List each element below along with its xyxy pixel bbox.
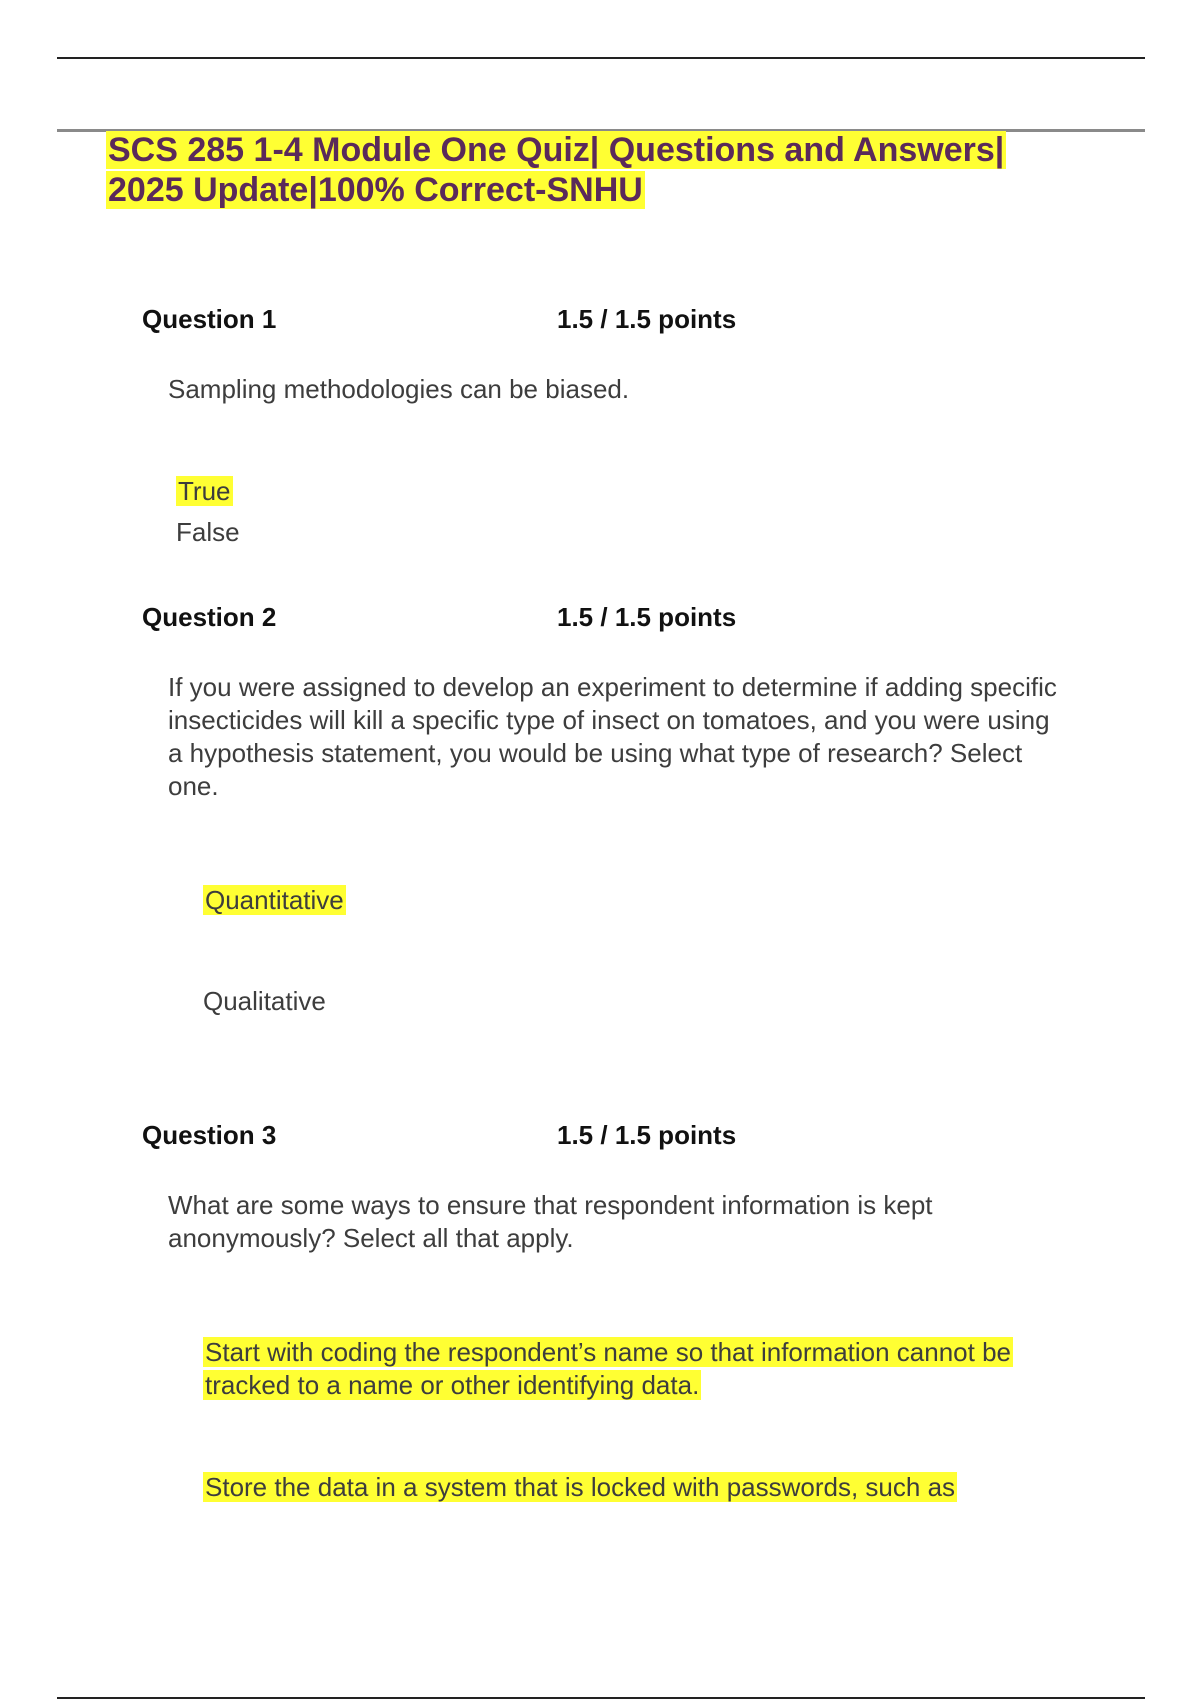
document-title-text: SCS 285 1-4 Module One Quiz| Questions and Answers| 2025 Update|100% Correct-SNHU bbox=[108, 131, 1005, 209]
question-3-option-coding-name bbox=[203, 1336, 1063, 1402]
question-3-label: Question 3 bbox=[142, 1120, 277, 1150]
option-text: True bbox=[178, 476, 231, 506]
question-3-points: 1.5 / 1.5 points bbox=[557, 1120, 737, 1150]
question-1-label: Question 1 bbox=[142, 304, 277, 334]
question-3-header bbox=[142, 1119, 762, 1151]
option-text: Store the data in a system that is locked with passwords, such as bbox=[205, 1472, 956, 1502]
question-2-option-quantitative bbox=[203, 884, 346, 917]
question-2-points: 1.5 / 1.5 points bbox=[557, 602, 737, 632]
question-1-option-false bbox=[176, 516, 240, 549]
bottom-rule bbox=[57, 1697, 1145, 1699]
option-text: False bbox=[176, 517, 240, 547]
question-1-header bbox=[142, 303, 762, 335]
question-2-header bbox=[142, 601, 762, 633]
option-text: Qualitative bbox=[203, 986, 326, 1016]
question-1-option-true bbox=[176, 475, 233, 508]
question-3-text: What are some ways to ensure that respondent information is kept anonymously? Select all that apply. bbox=[168, 1190, 933, 1253]
option-text: Quantitative bbox=[205, 885, 344, 915]
question-2-label: Question 2 bbox=[142, 602, 277, 632]
question-2-option-qualitative bbox=[203, 985, 326, 1018]
top-rule bbox=[57, 57, 1145, 59]
question-1-text: Sampling methodologies can be biased. bbox=[168, 374, 630, 404]
option-text: Start with coding the respondent’s name so that information cannot be tracked to a name or other identifying data. bbox=[205, 1337, 1012, 1400]
question-1-points: 1.5 / 1.5 points bbox=[557, 304, 737, 334]
document-title bbox=[106, 130, 1066, 210]
question-2-text: If you were assigned to develop an experiment to determine if adding specific insecticides will kill a specific type of insect on tomatoes, and you were using a hypothesis statement, you would be using what type of research? Select one. bbox=[168, 672, 1057, 801]
question-3-option-password-storage bbox=[203, 1471, 1063, 1504]
